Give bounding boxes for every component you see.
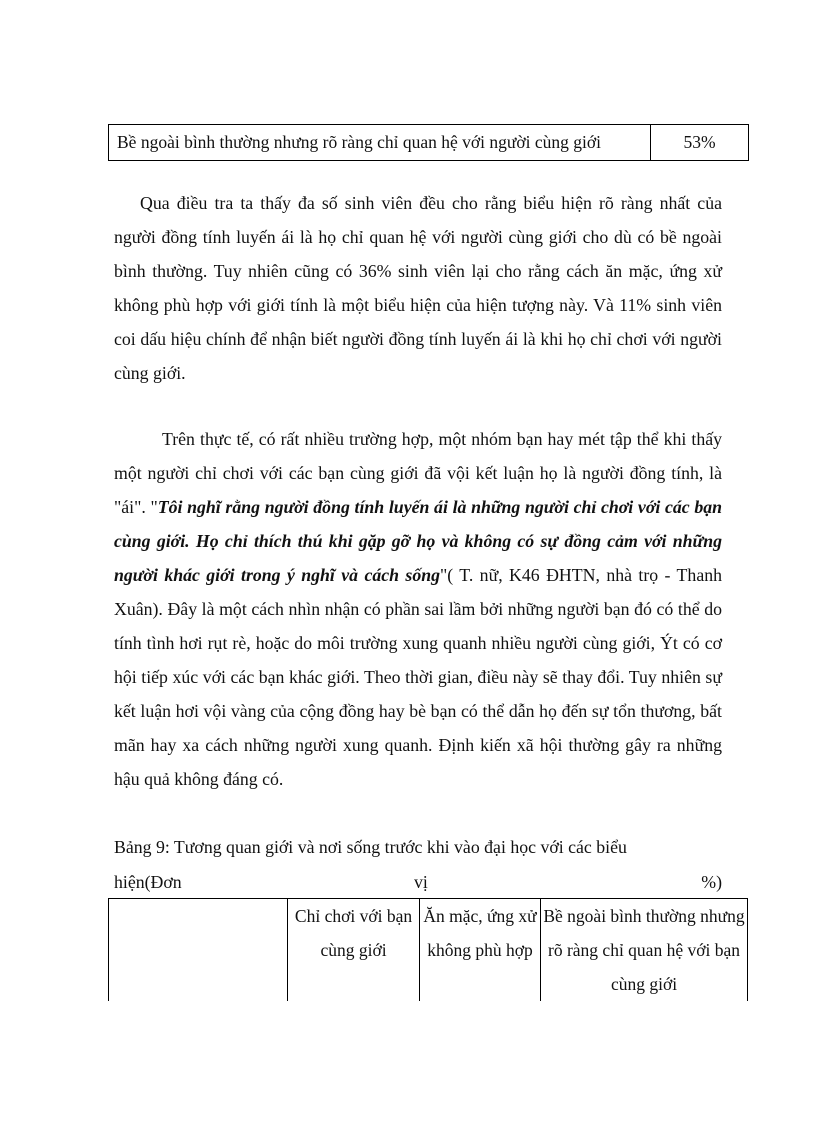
caption-part: hiện(Đơn (114, 872, 182, 892)
paragraph-rest: "( T. nữ, K46 ĐHTN, nhà trọ - Thanh Xuân). Đây là một cách nhìn nhận có phần sai lầm bởi những người bạn đó có thể do tính tình hơi rụt rè, hoặc do môi trường xung quanh nhiều người cùng giới, Ýt có cơ hội tiếp xúc với các bạn khác giới. Theo thời gian, điều này sẽ thay đổi. Tuy nhiên sự kết luận hơi vội vàng của cộng đồng hay bè bạn có thể dẫn họ đến sự tổn thương, bất mãn hay xa cách những người xung quanh. Định kiến xã hội thường gây ra những hậu quả không đáng có. (114, 565, 722, 789)
table-caption: Bảng 9: Tương quan giới và nơi sống trước khi vào đại học với các biểu (114, 837, 627, 857)
table-cell-label: Bề ngoài bình thường nhưng rõ ràng chỉ quan hệ với người cùng giới (109, 125, 651, 161)
paragraph-survey-findings: Qua điều tra ta thấy đa số sinh viên đều cho rằng biểu hiện rõ ràng nhất của người đồng tính luyến ái là họ chỉ quan hệ với người cùng giới cho dù có bề ngoài bình thường. Tuy nhiên cũng có 36% sinh viên lại cho rằng cách ăn mặc, ứng xử không phù hợp với giới tính là một biểu hiện của hiện tượng này. Và 11% sinh viên coi dấu hiệu chính để nhận biết người đồng tính luyến ái là khi họ chỉ chơi với người cùng giới. (114, 193, 722, 383)
caption-part: %) (701, 872, 722, 892)
table-caption-line2 (114, 865, 722, 899)
paragraph-intro: Trên thực tế, có rất nhiều trường hợp, một nhóm bạn hay mét tập thể khi thấy một người chỉ chơi với các bạn cùng giới đã vội kết luận họ là người đồng tính, là "ái". " (114, 429, 722, 517)
summary-table (108, 124, 749, 161)
table-header-cell: Chỉ chơi với bạn cùng giới (288, 899, 420, 1002)
caption-part: vị (414, 872, 428, 892)
table-cell-value: 53% (651, 125, 749, 161)
paragraph-discussion (114, 422, 722, 796)
table-header-cell (109, 899, 288, 1002)
table-header-cell: Bề ngoài bình thường nhưng rõ ràng chỉ quan hệ với bạn cùng giới (541, 899, 748, 1002)
table-row (109, 125, 749, 161)
data-table (108, 898, 748, 1001)
table-header-cell: Ăn mặc, ứng xử không phù hợp (420, 899, 541, 1002)
table-header-row (109, 899, 748, 1002)
quote-text: Tôi nghĩ rằng người đồng tính luyến ái là những người chỉ chơi với các bạn cùng giới. Họ chỉ thích thú khi gặp gỡ họ và không có sự đồng cảm với những người khác giới trong ý nghĩ và cách sống (114, 497, 723, 585)
